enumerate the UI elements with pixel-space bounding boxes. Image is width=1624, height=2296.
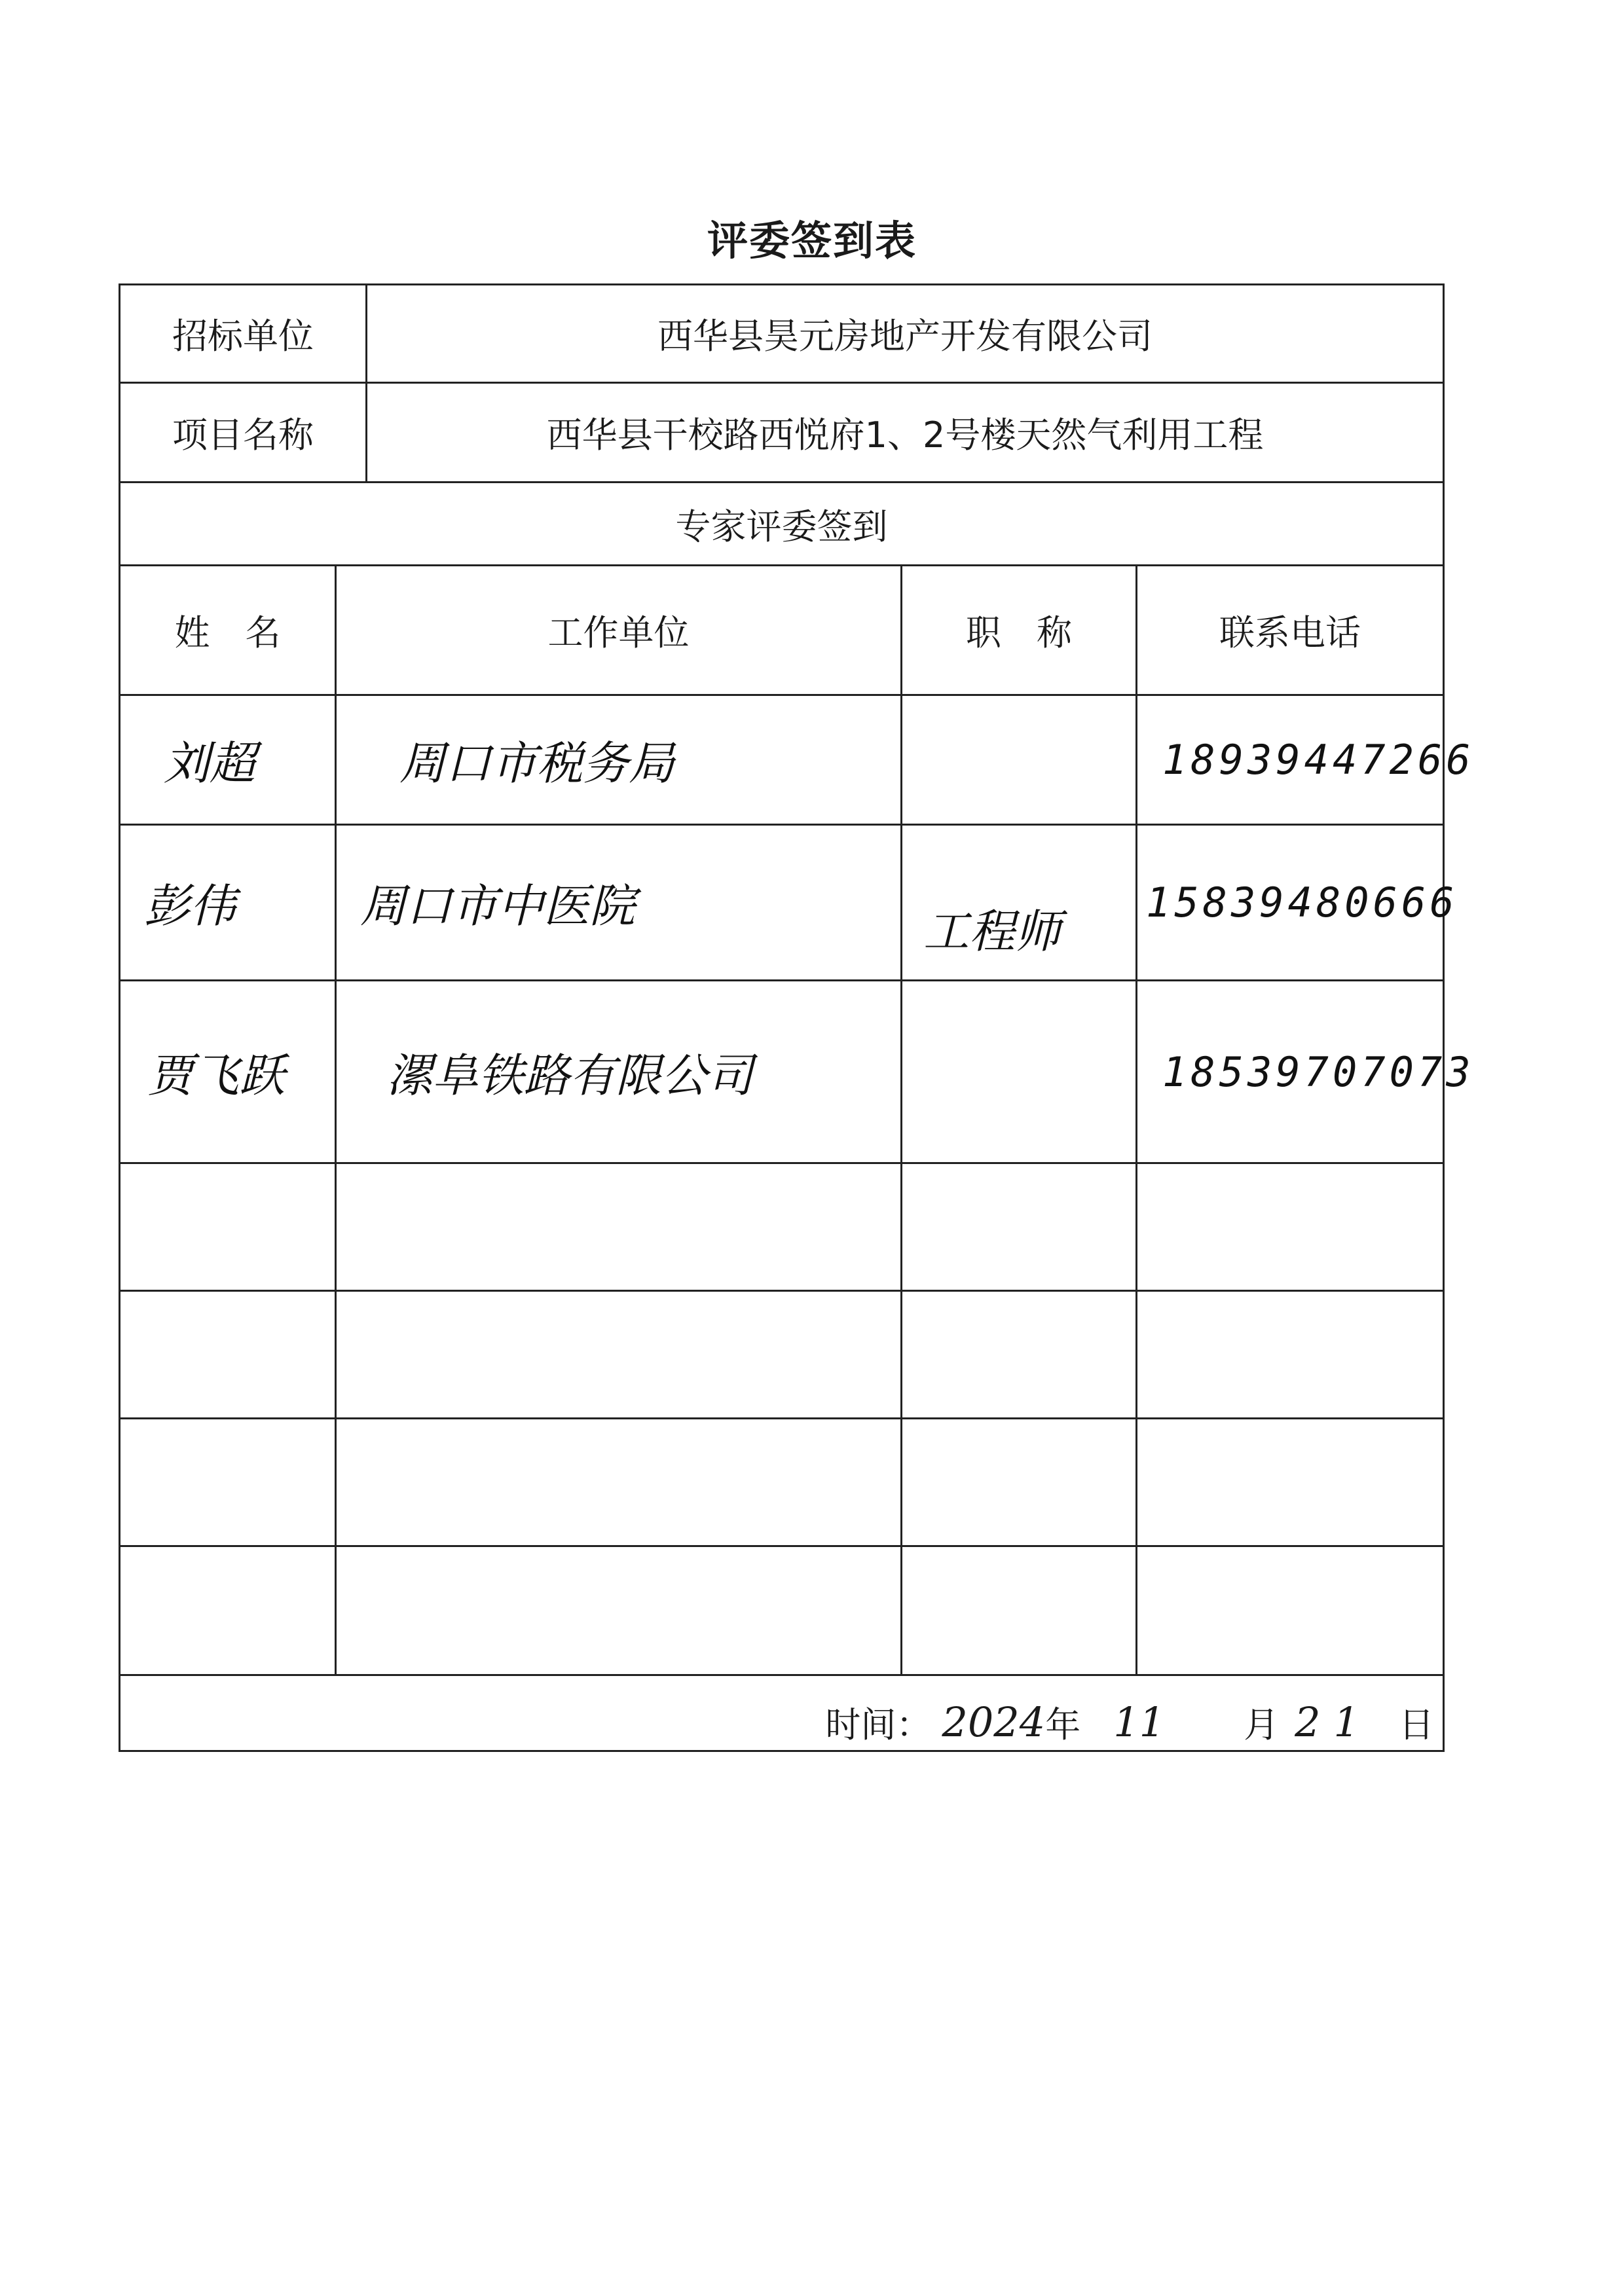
expert-title <box>917 696 1135 824</box>
expert-name: 贾飞跃 <box>147 1048 285 1102</box>
date-year-unit: 年 <box>1045 1704 1081 1745</box>
expert-phone: 15839480666 <box>1146 879 1458 926</box>
expert-title: 工程师 <box>923 905 1061 958</box>
expert-name: 刘超 <box>164 737 255 790</box>
expert-phone: 18539707073 <box>1162 1048 1475 1096</box>
date-month: 11 <box>1113 1698 1166 1746</box>
bidder-label: 招标单位 <box>172 316 314 357</box>
column-divider <box>900 564 902 1675</box>
column-header-phone: 联系电话 <box>1219 612 1361 653</box>
date-year: 2024 <box>942 1698 1046 1746</box>
section-label: 专家评委签到 <box>675 505 888 547</box>
row-divider <box>119 1674 1445 1676</box>
bidder-value: 西华县昊元房地产开发有限公司 <box>657 316 1153 357</box>
column-divider <box>335 564 337 1675</box>
time-label: 时间： <box>825 1704 932 1745</box>
project-value: 西华县干校路西悦府1、2号楼天然气利用工程 <box>546 414 1264 456</box>
expert-unit: 周口市中医院 <box>360 879 635 933</box>
row-divider <box>119 1290 1445 1292</box>
column-header-title: 职 称 <box>966 612 1072 653</box>
date-day: 21 <box>1295 1698 1373 1746</box>
date-day-unit: 日 <box>1399 1704 1434 1745</box>
sign-date <box>825 1699 1434 1745</box>
column-header-name: 姓 名 <box>174 612 281 653</box>
expert-unit: 周口市税务局 <box>399 737 674 790</box>
row-divider <box>119 1417 1445 1419</box>
expert-title <box>917 981 1135 1162</box>
row-divider <box>119 1545 1445 1547</box>
page-title: 评委签到表 <box>707 217 917 264</box>
date-month-unit: 月 <box>1244 1704 1280 1745</box>
expert-phone: 18939447266 <box>1162 736 1475 784</box>
project-label: 项目名称 <box>172 414 314 456</box>
column-divider <box>1135 564 1137 1675</box>
expert-name: 彭伟 <box>144 879 236 933</box>
column-header-unit: 工作单位 <box>547 612 690 653</box>
row-divider <box>119 1162 1445 1164</box>
expert-unit: 漯阜铁路有限公司 <box>386 1048 753 1102</box>
